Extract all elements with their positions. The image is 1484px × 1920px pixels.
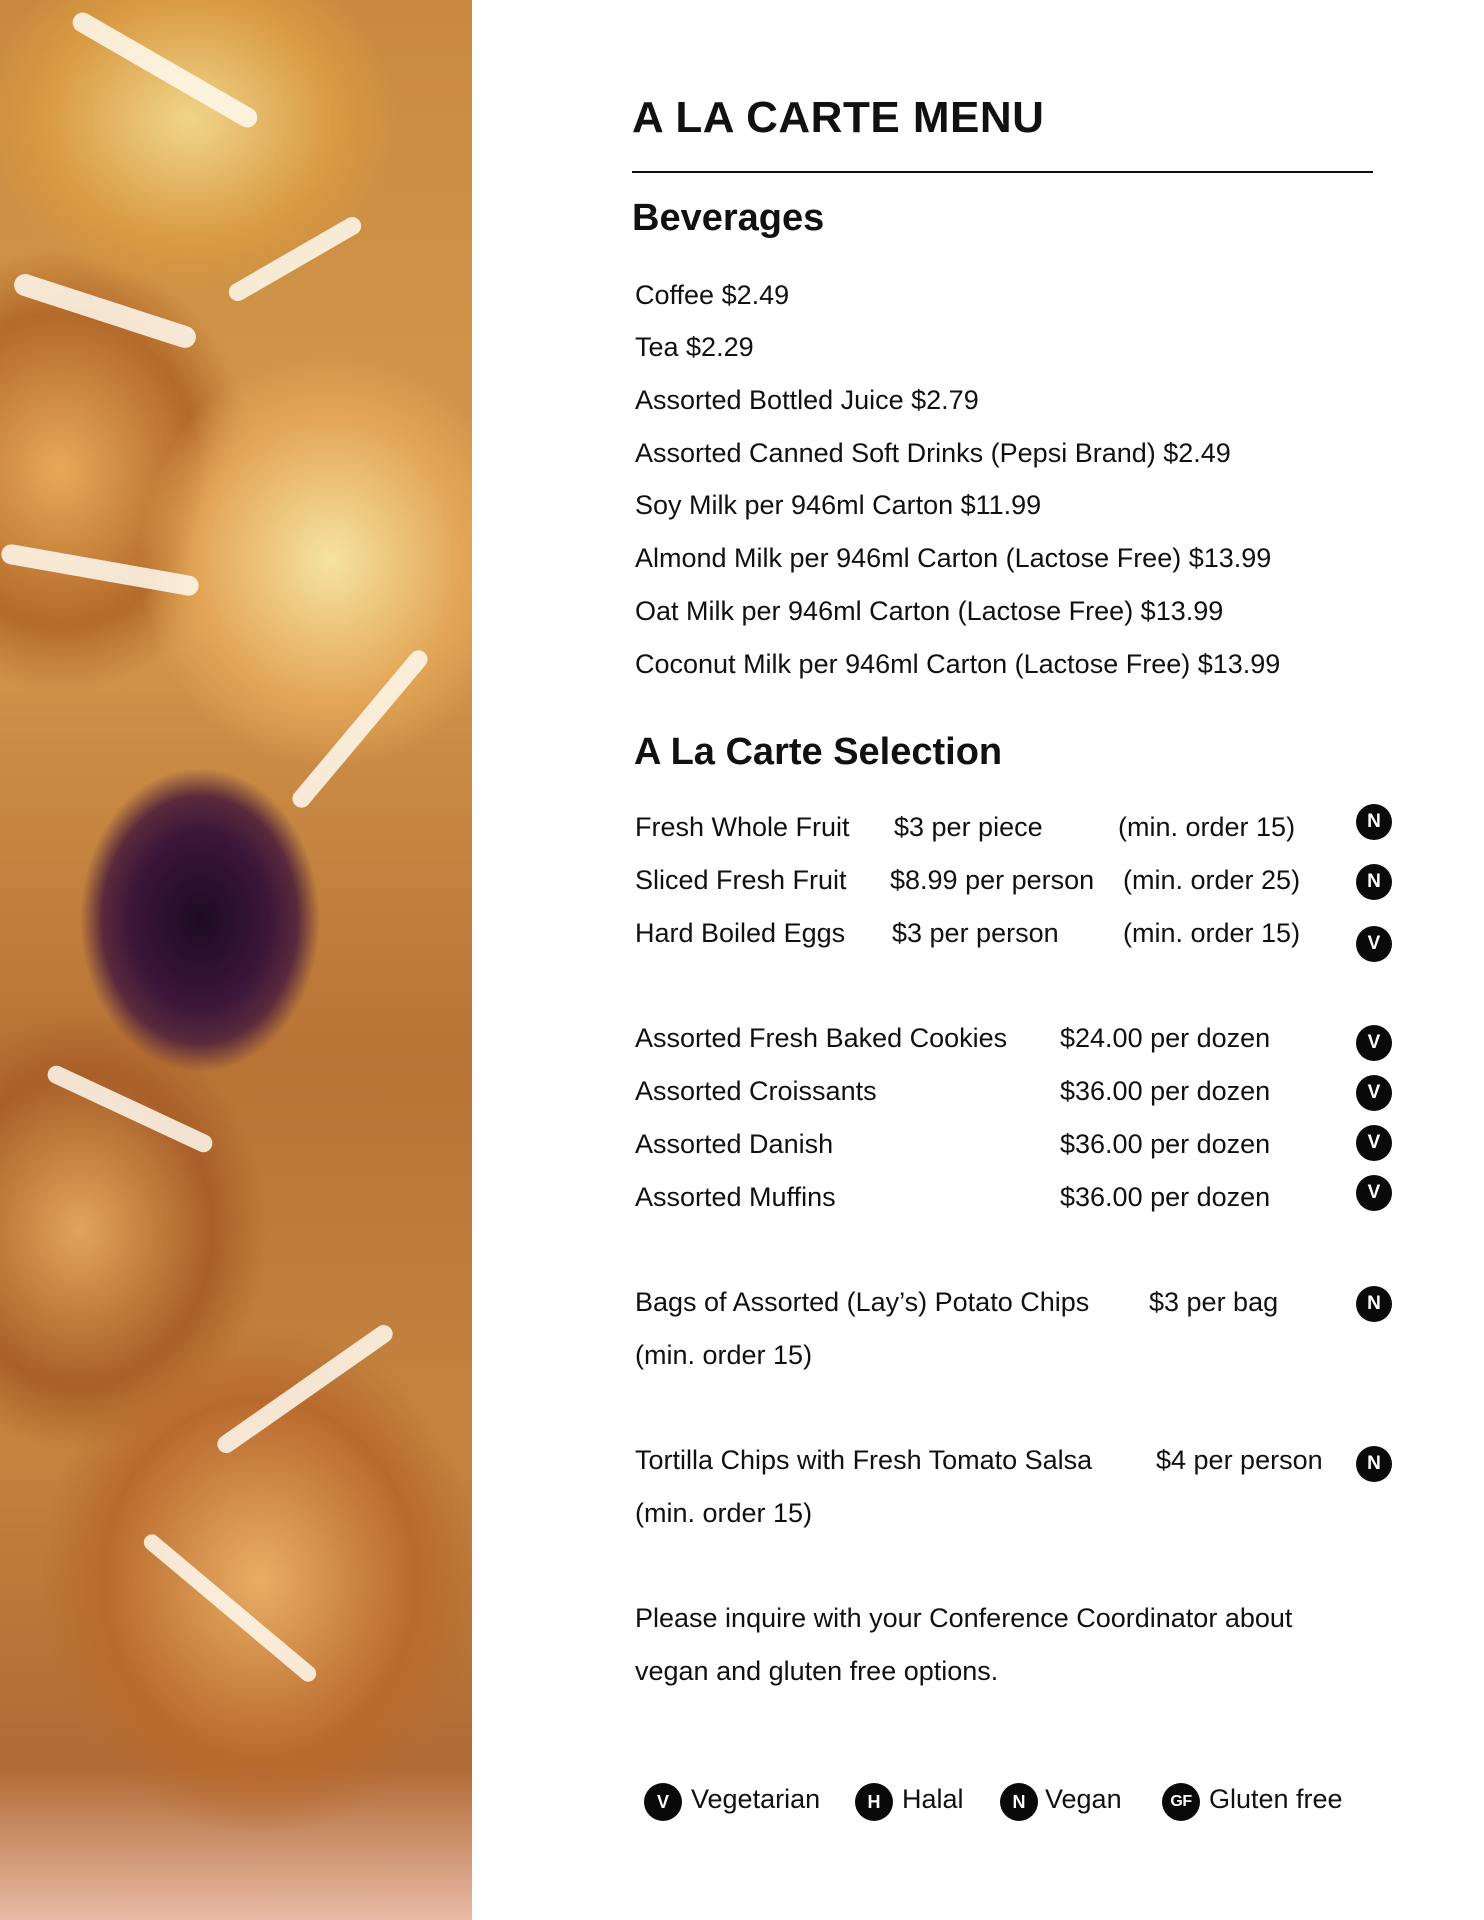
gluten-free-legend-icon: GF: [1162, 1783, 1200, 1821]
vegan-badge-icon: N: [1356, 864, 1392, 900]
beverage-item: Assorted Canned Soft Drinks (Pepsi Brand) $2.49: [635, 438, 1231, 468]
item-price: $8.99 per person: [890, 865, 1095, 895]
beverage-item: Oat Milk per 946ml Carton (Lactose Free) $13.99: [635, 596, 1224, 626]
page-title: A LA CARTE MENU: [632, 93, 1045, 142]
beverage-item: Almond Milk per 946ml Carton (Lactose Free) $13.99: [635, 543, 1272, 573]
item-name: Fresh Whole Fruit: [635, 812, 850, 842]
item-price: $36.00 per dozen: [1060, 1076, 1271, 1106]
item-price: $3 per person: [892, 918, 1059, 948]
vegan-badge-icon: N: [1356, 1286, 1392, 1322]
legend-label: Vegan: [1045, 1784, 1122, 1814]
item-price: $36.00 per dozen: [1060, 1182, 1271, 1212]
item-price: $24.00 per dozen: [1060, 1023, 1271, 1053]
item-name: Assorted Danish: [635, 1129, 834, 1159]
note-text: Please inquire with your Conference Coordinator about: [635, 1603, 1293, 1633]
legend-label: Halal: [902, 1784, 964, 1814]
pastry-photo: [0, 0, 472, 1920]
note-text: vegan and gluten free options.: [635, 1656, 999, 1686]
item-min-order: (min. order 15): [1118, 812, 1296, 842]
legend-label: Vegetarian: [691, 1784, 821, 1814]
item-name: Bags of Assorted (Lay’s) Potato Chips: [635, 1287, 1090, 1317]
vegetarian-badge-icon: V: [1356, 1175, 1392, 1211]
item-name: Tortilla Chips with Fresh Tomato Salsa: [635, 1445, 1093, 1475]
vegetarian-badge-icon: V: [1356, 1075, 1392, 1111]
vegan-legend-icon: N: [1000, 1783, 1038, 1821]
item-name: Sliced Fresh Fruit: [635, 865, 847, 895]
item-price: $3 per piece: [894, 812, 1043, 842]
item-name: Hard Boiled Eggs: [635, 918, 846, 948]
vegan-badge-icon: N: [1356, 804, 1392, 840]
beverage-item: Soy Milk per 946ml Carton $11.99: [635, 490, 1042, 520]
item-name: Assorted Muffins: [635, 1182, 836, 1212]
vegetarian-badge-icon: V: [1356, 926, 1392, 962]
selection-heading: A La Carte Selection: [634, 731, 1003, 773]
legend-label: Gluten free: [1209, 1784, 1343, 1814]
beverage-item: Assorted Bottled Juice $2.79: [635, 385, 979, 415]
beverages-heading: Beverages: [632, 197, 825, 239]
item-min-order: (min. order 25): [1123, 865, 1301, 895]
item-price: $4 per person: [1156, 1445, 1323, 1475]
beverage-item: Coffee $2.49: [635, 280, 790, 310]
item-name: Assorted Fresh Baked Cookies: [635, 1023, 1008, 1053]
item-name: Assorted Croissants: [635, 1076, 877, 1106]
beverage-item: Tea $2.29: [635, 332, 754, 362]
item-price: $36.00 per dozen: [1060, 1129, 1271, 1159]
vegetarian-badge-icon: V: [1356, 1125, 1392, 1161]
item-min-order: (min. order 15): [1123, 918, 1301, 948]
vegan-badge-icon: N: [1356, 1446, 1392, 1482]
halal-legend-icon: H: [855, 1783, 893, 1821]
item-min-order: (min. order 15): [635, 1498, 813, 1528]
item-min-order: (min. order 15): [635, 1340, 813, 1370]
vegetarian-legend-icon: V: [644, 1783, 682, 1821]
vegetarian-badge-icon: V: [1356, 1025, 1392, 1061]
item-price: $3 per bag: [1149, 1287, 1279, 1317]
title-divider: [632, 171, 1373, 173]
beverage-item: Coconut Milk per 946ml Carton (Lactose Free) $13.99: [635, 649, 1281, 679]
